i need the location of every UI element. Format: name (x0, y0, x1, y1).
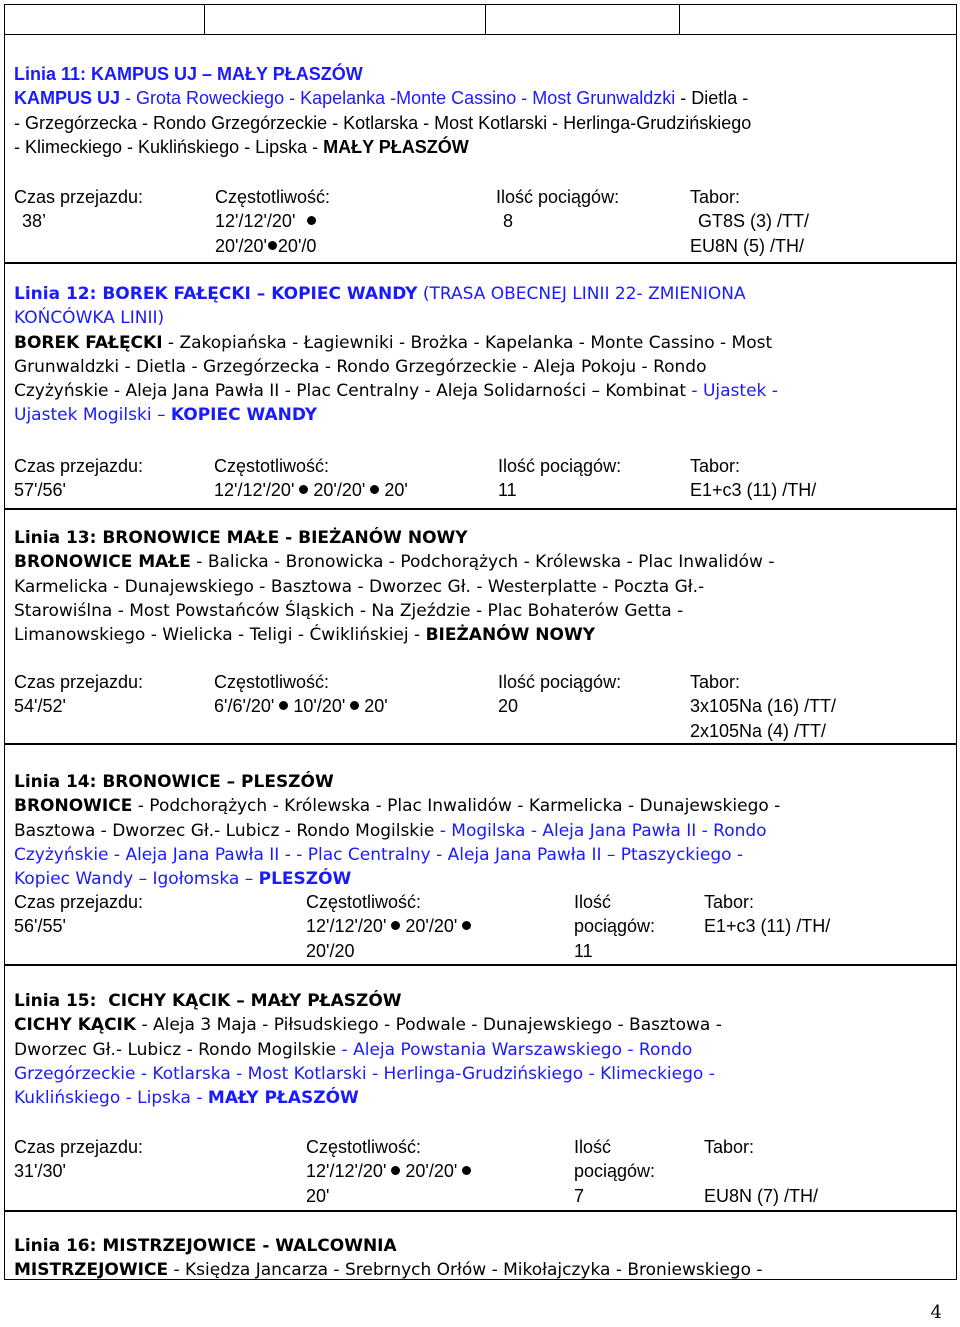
table-top-row (4, 4, 957, 35)
ilosc-cell (498, 454, 621, 503)
czestotliwosc-label: Częstotliwość: (214, 456, 330, 476)
line-11-details (14, 185, 949, 260)
czas-value: 54'/52' (14, 696, 66, 717)
line-13-route (14, 526, 949, 647)
route-text: Kuklińskiego - Lipska - (14, 1088, 208, 1109)
divider (4, 743, 957, 745)
route-text: Dworzec Gł.- Lubicz - Rondo Mogilskie (14, 1039, 337, 1060)
route-text: - Księdza Jancarza - Srebrnych Orłów - Mikołajczyka - Broniewskiego - (168, 1260, 763, 1281)
czas-cell (14, 890, 143, 939)
ilosc-value: 11 (574, 940, 593, 961)
ilosc-cell (574, 890, 655, 963)
tabor-label: Tabor: (690, 187, 741, 207)
line-14-details (14, 890, 949, 965)
tabor-value: E1+c3 (11) /TH/ (704, 916, 831, 937)
ilosc-label: Ilość pociągów: (498, 672, 622, 692)
line-16-route (14, 1234, 949, 1283)
divider (4, 1210, 957, 1212)
czas-label: Czas przejazdu: (14, 1137, 144, 1157)
czas-value: 56'/55' (14, 916, 66, 937)
route-start: MISTRZEJOWICE (14, 1260, 169, 1281)
bullet-icon (391, 1166, 400, 1175)
tabor-value: 3x105Na (16) /TT/ (690, 696, 837, 717)
route-text: Grzegórzeckie - Kotlarska - Most Kotlarski - Herlinga-Grudzińskiego - Klimeckiego - (14, 1063, 715, 1084)
route-end: MAŁY PŁASZÓW (207, 1088, 359, 1109)
czas-cell (14, 1135, 143, 1184)
czestotliwosc-label: Częstotliwość: (215, 187, 331, 207)
route-text: - Dietla - (675, 88, 749, 109)
czestotliwosc-value: 20'/20' (405, 916, 458, 937)
czestotliwosc-value: 12'/12'/20' (215, 211, 296, 232)
line-12-route (14, 282, 949, 428)
route-text: Karmelicka - Dunajewskiego - Basztowa - Dworzec Gł. - Westerplatte - Poczta Gł.- (14, 576, 705, 597)
ilosc-label: pociągów: (574, 916, 656, 937)
czas-value: 38’ (22, 211, 47, 232)
bullet-icon (462, 921, 471, 930)
ilosc-cell (498, 670, 621, 719)
line-12-details (14, 454, 949, 504)
divider (4, 964, 957, 966)
tabor-label: Tabor: (704, 892, 755, 912)
czestotliwosc-value: 12'/12'/20' (214, 480, 295, 501)
line-15-route (14, 989, 949, 1110)
route-text: - Zakopiańska - Łagiewniki - Brożka - Kapelanka - Monte Cassino - Most (162, 332, 773, 353)
czestotliwosc-value: 12'/12'/20' (306, 916, 387, 937)
route-text: - Grzegórzecka - Rondo Grzegórzeckie - Kotlarska - Most Kotlarski - Herlinga-Grudzińskiego (14, 112, 752, 133)
czas-cell (14, 670, 143, 719)
czestotliwosc-cell (306, 1135, 476, 1208)
route-start: KAMPUS UJ (14, 88, 121, 109)
czas-cell (14, 185, 143, 234)
tabor-cell (690, 185, 809, 258)
ilosc-label: Ilość pociągów: (496, 187, 620, 207)
czas-value: 31'/30' (14, 1161, 66, 1182)
bullet-icon (350, 701, 359, 710)
czestotliwosc-value: 20'/20' (313, 480, 366, 501)
route-text: - Podchorążych - Królewska - Plac Inwalidów - Karmelicka - Dunajewskiego - (132, 796, 781, 817)
czas-value: 57'/56' (14, 480, 66, 501)
line-11-route (14, 62, 949, 159)
tabor-value: E1+c3 (11) /TH/ (690, 480, 817, 501)
czas-label: Czas przejazdu: (14, 892, 144, 912)
czestotliwosc-value: 10'/20' (293, 696, 346, 717)
czestotliwosc-value: 20'/0 (277, 235, 317, 256)
tabor-label: Tabor: (690, 672, 741, 692)
ilosc-cell (496, 185, 619, 234)
tabor-label: Tabor: (704, 1137, 755, 1157)
route-end: KOPIEC WANDY (170, 405, 318, 426)
czestotliwosc-value: 20' (306, 1185, 330, 1206)
table-cell (204, 4, 486, 35)
route-text: - Aleja 3 Maja - Piłsudskiego - Podwale - Dunajewskiego - Basztowa - (136, 1015, 722, 1036)
czestotliwosc-value: 20'/20' (215, 235, 267, 256)
line-11-title: Linia 11: KAMPUS UJ – MAŁY PŁASZÓW (14, 64, 363, 84)
czestotliwosc-value: 20'/20 (306, 940, 355, 961)
route-text: Grunwaldzki - Dietla - Grzegórzecka - Rondo Grzegórzeckie - Aleja Pokoju - Rondo (14, 356, 707, 377)
table-cell (485, 4, 680, 35)
czas-label: Czas przejazdu: (14, 456, 144, 476)
table-cell (4, 4, 205, 35)
czestotliwosc-label: Częstotliwość: (306, 1137, 422, 1157)
bullet-icon (370, 485, 379, 494)
ilosc-label: Ilość (574, 892, 612, 912)
tabor-value: 2x105Na (4) /TT/ (690, 720, 827, 741)
czestotliwosc-value: 20' (364, 696, 388, 717)
divider (4, 262, 957, 264)
line-13-title: Linia 13: BRONOWICE MAŁE - BIEŻANÓW NOWY (14, 528, 468, 548)
tabor-value: GT8S (3) /TT/ (698, 211, 810, 232)
line-15-details (14, 1135, 949, 1210)
route-text: - Mogilska - Aleja Jana Pawła II - Rondo (434, 820, 767, 841)
divider (4, 508, 957, 510)
route-text: Czyżyńskie - Aleja Jana Pawła II - Plac Centralny - Aleja Solidarności – Kombinat (14, 381, 687, 402)
czestotliwosc-cell (306, 890, 476, 963)
route-text: Kopiec Wandy – Igołomska – (14, 869, 259, 890)
route-text: - Balicka - Bronowicka - Podchorążych - Królewska - Plac Inwalidów - (190, 552, 775, 573)
line-12-note: KOŃCÓWKA LINII) (14, 308, 165, 329)
line-14-route (14, 770, 949, 891)
ilosc-cell (574, 1135, 655, 1208)
bullet-icon (279, 701, 288, 710)
tabor-cell (690, 670, 836, 743)
page-number: 4 (930, 1302, 942, 1323)
bullet-icon (307, 216, 316, 225)
route-text: Czyżyńskie - Aleja Jana Pawła II - - Plac Centralny - Aleja Jana Pawła II – Ptaszyckiego - (14, 844, 744, 865)
line-14-title: Linia 14: BRONOWICE – PLESZÓW (14, 772, 334, 792)
route-start: BOREK FAŁĘCKI (14, 332, 163, 353)
ilosc-value: 11 (498, 480, 517, 501)
line-12-title: Linia 12: BOREK FAŁĘCKI – KOPIEC WANDY (14, 284, 418, 304)
tabor-value: EU8N (7) /TH/ (704, 1185, 819, 1206)
route-start: BRONOWICE (14, 796, 133, 817)
line-12-note: (TRASA OBECNEJ LINII 22- ZMIENIONA (417, 284, 746, 304)
tabor-cell (704, 1135, 818, 1208)
ilosc-value: 7 (574, 1185, 585, 1206)
tabor-cell (704, 890, 830, 939)
bullet-icon (268, 241, 277, 250)
czestotliwosc-label: Częstotliwość: (214, 672, 330, 692)
czestotliwosc-label: Częstotliwość: (306, 892, 422, 912)
czestotliwosc-cell (214, 670, 388, 719)
route-end: MAŁY PŁASZÓW (323, 136, 469, 157)
ilosc-label: Ilość (574, 1137, 612, 1157)
route-text: - Grota Roweckiego - Kapelanka -Monte Cassino - Most Grunwaldzki (120, 88, 676, 109)
bullet-icon (299, 485, 308, 494)
route-text: Starowiślna - Most Powstańców Śląskich - Na Zjeździe - Plac Bohaterów Getta - (14, 600, 684, 621)
czestotliwosc-value: 20' (384, 480, 408, 501)
ilosc-label: pociągów: (574, 1161, 656, 1182)
tabor-cell (690, 454, 816, 503)
ilosc-value: 8 (503, 211, 514, 232)
czestotliwosc-value: 6'/6'/20' (214, 696, 275, 717)
line-13-details (14, 670, 949, 742)
route-text: - Aleja Powstania Warszawskiego - Rondo (336, 1039, 693, 1060)
tabor-label: Tabor: (690, 456, 741, 476)
route-text: - Ujastek - (686, 381, 778, 402)
route-start: BRONOWICE MAŁE (14, 552, 191, 573)
tabor-value: EU8N (5) /TH/ (690, 235, 805, 256)
line-16-title: Linia 16: MISTRZEJOWICE - WALCOWNIA (14, 1236, 397, 1256)
route-text: - Klimeckiego - Kuklińskiego - Lipska - (14, 136, 324, 157)
route-text: Ujastek Mogilski – (14, 405, 171, 426)
route-start: CICHY KĄCIK (14, 1015, 137, 1036)
czas-label: Czas przejazdu: (14, 187, 144, 207)
czas-label: Czas przejazdu: (14, 672, 144, 692)
czestotliwosc-value: 20'/20' (405, 1161, 458, 1182)
route-end: PLESZÓW (258, 869, 352, 890)
bullet-icon (391, 921, 400, 930)
ilosc-value: 20 (498, 696, 519, 717)
czestotliwosc-cell (215, 185, 330, 258)
route-text: Limanowskiego - Wielicka - Teligi - Ćwiklińskiej - (14, 625, 426, 646)
line-15-title: Linia 15: CICHY KĄCIK – MAŁY PŁASZÓW (14, 991, 402, 1011)
czestotliwosc-value: 12'/12'/20' (306, 1161, 387, 1182)
route-end: BIEŻANÓW NOWY (425, 625, 596, 646)
czas-cell (14, 454, 143, 503)
bullet-icon (462, 1166, 471, 1175)
route-text: Basztowa - Dworzec Gł.- Lubicz - Rondo Mogilskie (14, 820, 435, 841)
ilosc-label: Ilość pociągów: (498, 456, 622, 476)
czestotliwosc-cell (214, 454, 408, 503)
